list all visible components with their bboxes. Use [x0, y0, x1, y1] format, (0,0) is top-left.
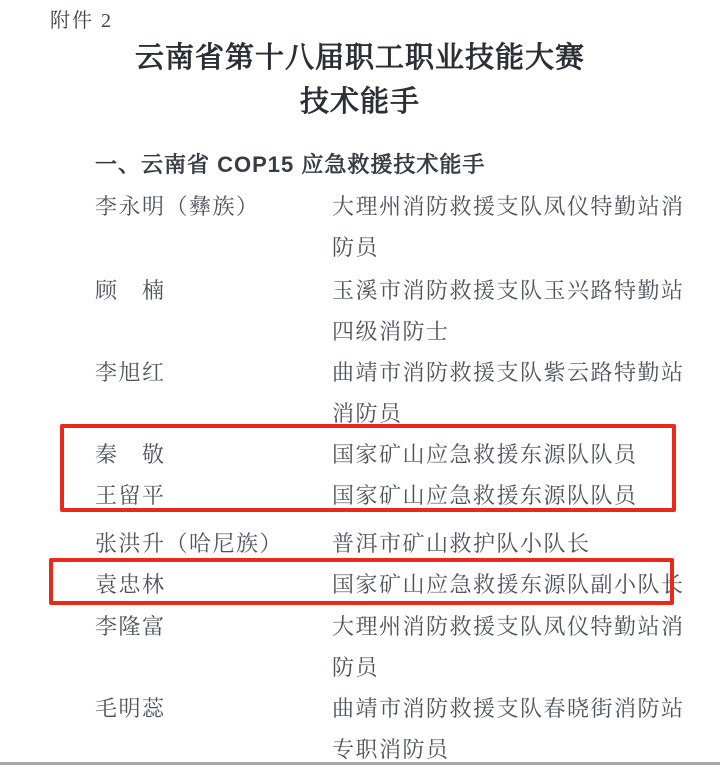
- list-item: [95, 352, 705, 434]
- document-title: [0, 36, 720, 124]
- recipient-name: 顾 楠: [95, 278, 166, 303]
- recipient-unit: 曲靖市消防救援支队春晓街消防站专职消防员: [332, 696, 685, 762]
- recipient-name: 袁忠林: [95, 572, 166, 597]
- recipient-list: [95, 186, 705, 765]
- attachment-label: 附件 2: [50, 10, 113, 32]
- recipient-name: 李永明（彝族）: [95, 194, 260, 219]
- recipient-unit: 国家矿山应急救援东源队队员: [332, 483, 638, 508]
- list-item: [95, 523, 705, 564]
- recipient-name: 张洪升（哈尼族）: [95, 531, 284, 556]
- document-title-line1: 云南省第十八届职工职业技能大赛: [134, 42, 585, 74]
- list-item: [95, 475, 705, 516]
- list-item: [95, 688, 705, 765]
- list-item: [95, 564, 705, 605]
- recipient-unit: 大理州消防救援支队凤仪特勤站消防员: [332, 194, 685, 260]
- recipient-name: 李旭红: [95, 360, 166, 385]
- recipient-unit: 曲靖市消防救援支队紫云路特勤站消防员: [332, 360, 685, 426]
- list-item: [95, 270, 705, 352]
- list-item: [95, 434, 705, 475]
- list-item: [95, 186, 705, 268]
- recipient-unit: 玉溪市消防救援支队玉兴路特勤站四级消防士: [332, 278, 685, 344]
- recipient-name: 王留平: [95, 483, 166, 508]
- section-heading: 一、云南省 COP15 应急救援技术能手: [95, 152, 486, 177]
- document-title-line2: 技术能手: [299, 86, 420, 118]
- recipient-unit: 普洱市矿山救护队小队长: [332, 531, 591, 556]
- recipient-unit: 大理州消防救援支队凤仪特勤站消防员: [332, 614, 685, 680]
- recipient-name: 秦 敬: [95, 442, 166, 467]
- list-item: [95, 606, 705, 688]
- recipient-unit: 国家矿山应急救援东源队队员: [332, 442, 638, 467]
- recipient-name: 毛明蕊: [95, 696, 166, 721]
- recipient-unit: 国家矿山应急救援东源队副小队长: [332, 572, 685, 597]
- recipient-name: 李隆富: [95, 614, 166, 639]
